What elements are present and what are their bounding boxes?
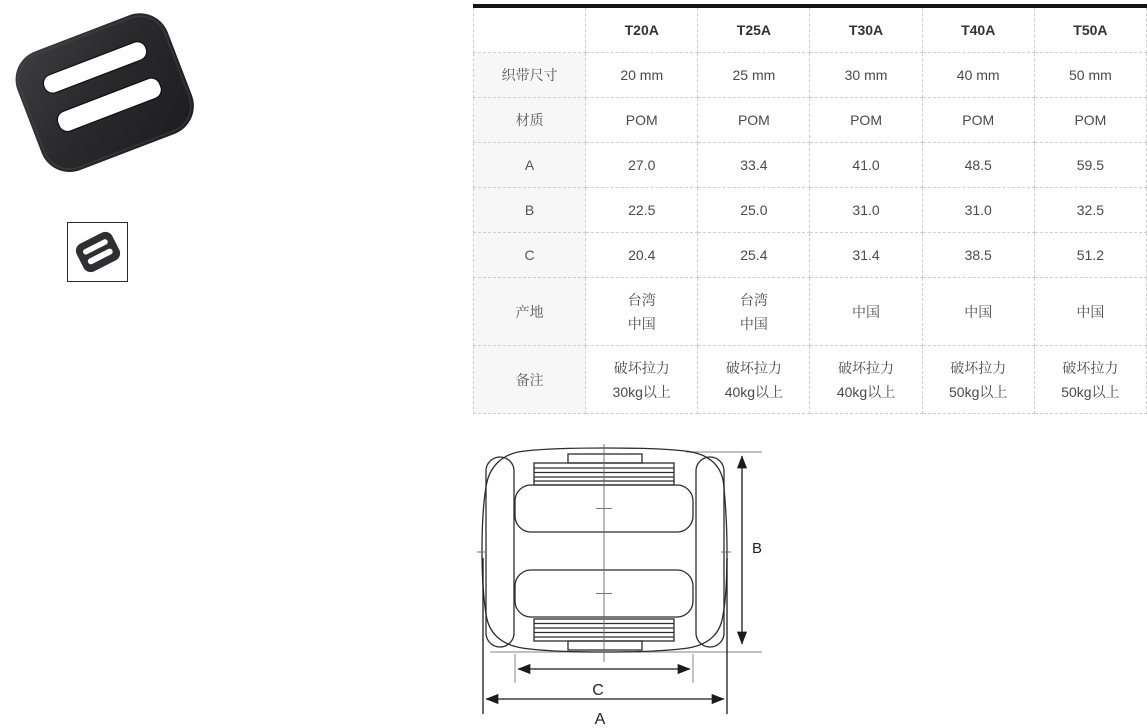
spec-table-container — [473, 4, 1147, 414]
table-cell: 33.4 — [698, 143, 810, 188]
table-row — [474, 53, 1147, 98]
spec-table-head — [474, 6, 1147, 53]
technical-drawing — [460, 430, 800, 728]
table-cell: 51.2 — [1034, 233, 1146, 278]
table-row — [474, 278, 1147, 346]
table-cell: 破坏拉力 30kg以上 — [586, 346, 698, 414]
tri-glide-buckle-thumb-image — [70, 224, 126, 280]
table-row — [474, 346, 1147, 414]
table-cell: 50 mm — [1034, 53, 1146, 98]
column-header: T25A — [698, 6, 810, 53]
table-cell: 破坏拉力 40kg以上 — [810, 346, 922, 414]
table-cell: 25.4 — [698, 233, 810, 278]
buckle-thumb-shape — [73, 229, 123, 275]
center-lines — [477, 444, 731, 662]
row-label: 产地 — [474, 278, 586, 346]
spec-table — [473, 4, 1147, 414]
table-cell: 30 mm — [810, 53, 922, 98]
table-cell: 破坏拉力 50kg以上 — [1034, 346, 1146, 414]
dim-label-a: A — [594, 711, 606, 728]
table-cell: 48.5 — [922, 143, 1034, 188]
column-header: T20A — [586, 6, 698, 53]
dimension-lines — [483, 456, 742, 714]
table-cell: 31.4 — [810, 233, 922, 278]
table-cell: 台湾 中国 — [586, 278, 698, 346]
table-cell: 22.5 — [586, 188, 698, 233]
table-cell: 20 mm — [586, 53, 698, 98]
table-cell: POM — [698, 98, 810, 143]
column-header: T40A — [922, 6, 1034, 53]
row-label: 备注 — [474, 346, 586, 414]
table-row — [474, 143, 1147, 188]
table-cell: 38.5 — [922, 233, 1034, 278]
table-cell: 25 mm — [698, 53, 810, 98]
table-row — [474, 98, 1147, 143]
table-cell: POM — [810, 98, 922, 143]
row-label: C — [474, 233, 586, 278]
table-cell: 27.0 — [586, 143, 698, 188]
table-row — [474, 233, 1147, 278]
table-cell: 40 mm — [922, 53, 1034, 98]
table-cell: 32.5 — [1034, 188, 1146, 233]
row-label: A — [474, 143, 586, 188]
row-label: 材质 — [474, 98, 586, 143]
table-cell: 31.0 — [810, 188, 922, 233]
row-label: 织带尺寸 — [474, 53, 586, 98]
table-row — [474, 188, 1147, 233]
table-cell: POM — [586, 98, 698, 143]
spec-table-body — [474, 53, 1147, 414]
table-cell: POM — [1034, 98, 1146, 143]
dim-label-b: B — [752, 540, 763, 557]
table-cell: 41.0 — [810, 143, 922, 188]
extension-lines — [490, 452, 762, 683]
table-cell: 中国 — [922, 278, 1034, 346]
table-cell: 中国 — [1034, 278, 1146, 346]
product-photo[interactable] — [4, 0, 206, 186]
buckle-outline — [482, 448, 727, 652]
table-cell: POM — [922, 98, 1034, 143]
table-cell: 破坏拉力 50kg以上 — [922, 346, 1034, 414]
table-cell: 59.5 — [1034, 143, 1146, 188]
dim-label-c: C — [592, 682, 604, 699]
tri-glide-buckle-image — [4, 0, 206, 186]
table-cell: 25.0 — [698, 188, 810, 233]
table-cell: 20.4 — [586, 233, 698, 278]
table-corner-cell — [474, 6, 586, 53]
dimension-diagram — [460, 430, 800, 728]
buckle-shape — [7, 5, 203, 181]
table-cell: 中国 — [810, 278, 922, 346]
row-label: B — [474, 188, 586, 233]
thumbnail-selected[interactable] — [67, 222, 128, 282]
column-header: T30A — [810, 6, 922, 53]
table-cell: 破坏拉力 40kg以上 — [698, 346, 810, 414]
table-cell: 31.0 — [922, 188, 1034, 233]
column-header: T50A — [1034, 6, 1146, 53]
table-cell: 台湾 中国 — [698, 278, 810, 346]
